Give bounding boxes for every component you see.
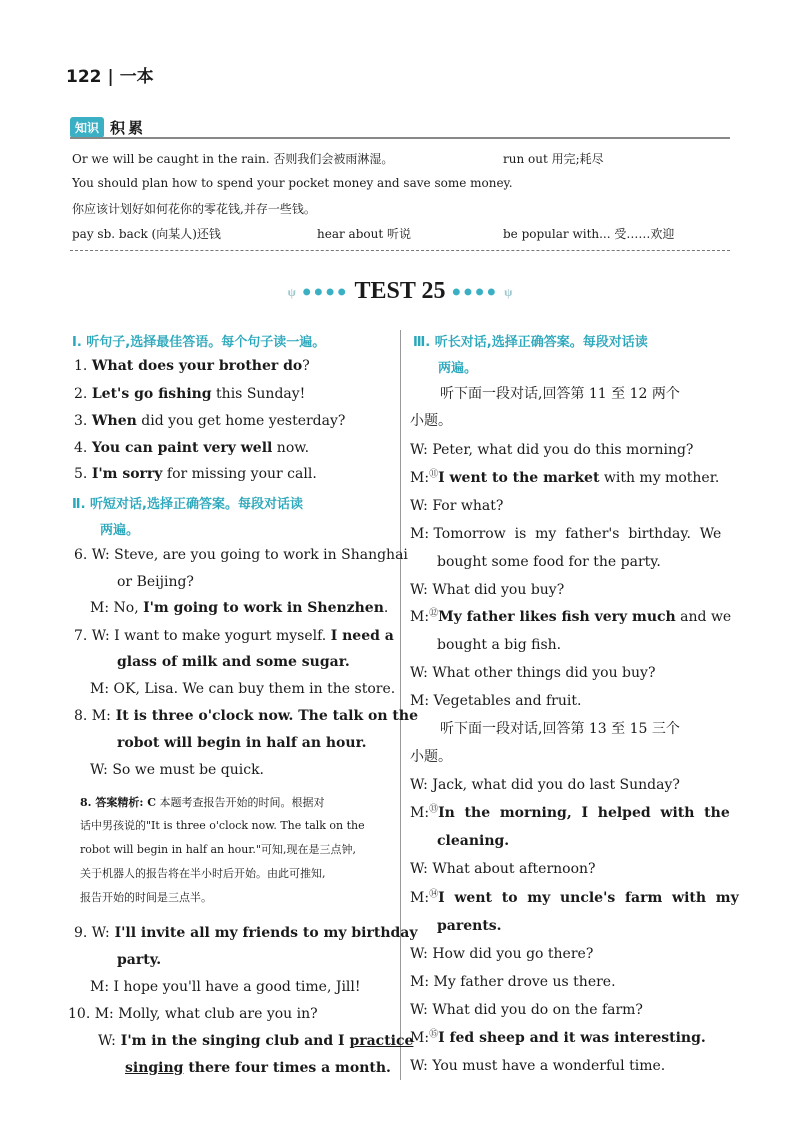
dots-icon: ●●●● bbox=[451, 283, 499, 301]
knowledge-line: hear about 听说 bbox=[317, 227, 411, 241]
question-2: 2. Let's go fishing this Sunday! bbox=[74, 386, 306, 402]
dialog-line: W: I'm in the singing club and I practice bbox=[98, 1033, 414, 1049]
dialog-line: W: You must have a wonderful time. bbox=[410, 1058, 666, 1074]
dialog-line: bought a big fish. bbox=[437, 637, 562, 653]
section-heading: Ⅱ. 听短对话,选择正确答案。每段对话读 bbox=[72, 497, 303, 512]
dialog-line: M: I hope you'll have a good time, Jill! bbox=[90, 979, 361, 995]
dialog-line: M:⑮I fed sheep and it was interesting. bbox=[410, 1029, 706, 1046]
dialog-line: bought some food for the party. bbox=[437, 554, 661, 570]
test-title-text: TEST 25 bbox=[354, 278, 446, 304]
dialog-line: M: My father drove us there. bbox=[410, 974, 616, 990]
dialog-line: M: Vegetables and fruit. bbox=[410, 693, 582, 709]
book-title: 一本 bbox=[119, 67, 154, 87]
dialog-line: W: What did you do on the farm? bbox=[410, 1002, 643, 1018]
header-separator: | bbox=[107, 67, 114, 87]
dialog-line: 9. W: I'll invite all my friends to my birthday bbox=[74, 925, 418, 941]
dialog-line: W: What other things did you buy? bbox=[410, 665, 656, 681]
knowledge-rule bbox=[70, 137, 730, 139]
dialog-line: W: For what? bbox=[410, 498, 504, 514]
page-header bbox=[66, 62, 154, 87]
knowledge-divider bbox=[70, 250, 730, 251]
dialog-line: party. bbox=[117, 952, 162, 968]
dialog-line: singing there four times a month. bbox=[125, 1060, 391, 1076]
knowledge-line: You should plan how to spend your pocket money and save some money. bbox=[72, 176, 513, 190]
knowledge-line: be popular with... 受……欢迎 bbox=[503, 227, 675, 241]
instruction: 小题。 bbox=[410, 749, 452, 765]
dialog-line: M:⑭I went to my uncle's farm with my bbox=[410, 889, 739, 906]
knowledge-badge: 知识 bbox=[70, 117, 104, 138]
leaf-icon: ψ bbox=[287, 284, 296, 299]
instruction: 听下面一段对话,回答第 13 至 15 三个 bbox=[440, 721, 680, 737]
dialog-line: or Beijing? bbox=[117, 574, 194, 590]
answer-note: 报告开始的时间是三点半。 bbox=[80, 891, 212, 904]
dialog-line: cleaning. bbox=[437, 833, 510, 849]
dialog-line: M:⑫My father likes fish very much and we bbox=[410, 608, 732, 625]
knowledge-heading bbox=[70, 117, 146, 138]
dialog-line: M:⑬In the morning, I helped with the bbox=[410, 804, 730, 821]
answer-note: robot will begin in half an hour."可知,现在是三点钟, bbox=[80, 843, 356, 856]
instruction: 小题。 bbox=[410, 413, 452, 429]
dialog-line: W: Jack, what did you do last Sunday? bbox=[410, 777, 680, 793]
section-heading: Ⅰ. 听句子,选择最佳答语。每个句子读一遍。 bbox=[72, 335, 326, 350]
dialog-line: 10. M: Molly, what club are you in? bbox=[68, 1006, 318, 1022]
dialog-line: M: OK, Lisa. We can buy them in the store. bbox=[90, 681, 396, 697]
question-1: 1. What does your brother do? bbox=[74, 358, 310, 374]
section-heading: 两遍。 bbox=[438, 361, 478, 376]
knowledge-line: Or we will be caught in the rain. 否则我们会被雨淋湿。 bbox=[72, 152, 394, 166]
dialog-line: 7. W: I want to make yogurt myself. I need a bbox=[74, 628, 394, 644]
dialog-line: W: Peter, what did you do this morning? bbox=[410, 442, 694, 458]
dialog-line: M: Tomorrow is my father's birthday. We bbox=[410, 526, 722, 542]
dialog-line: M: No, I'm going to work in Shenzhen. bbox=[90, 600, 389, 616]
knowledge-line: run out 用完;耗尽 bbox=[503, 152, 604, 166]
dialog-line: parents. bbox=[437, 918, 502, 934]
dialog-line: 8. M: It is three o'clock now. The talk on the bbox=[74, 708, 418, 724]
answer-note: 8. 答案精析: C 本题考查报告开始的时间。根据对 bbox=[80, 796, 325, 809]
section-heading: 两遍。 bbox=[100, 523, 140, 538]
section-heading: Ⅲ. 听长对话,选择正确答案。每段对话读 bbox=[413, 335, 648, 350]
dialog-line: W: How did you go there? bbox=[410, 946, 594, 962]
dialog-line: W: So we must be quick. bbox=[90, 762, 265, 778]
column-divider bbox=[400, 330, 401, 1080]
question-3: 3. When did you get home yesterday? bbox=[74, 413, 346, 429]
question-5: 5. I'm sorry for missing your call. bbox=[74, 466, 317, 482]
instruction: 听下面一段对话,回答第 11 至 12 两个 bbox=[440, 386, 680, 402]
dialog-line: W: What about afternoon? bbox=[410, 861, 596, 877]
dialog-line: robot will begin in half an hour. bbox=[117, 735, 367, 751]
dialog-line: W: What did you buy? bbox=[410, 582, 565, 598]
answer-note: 话中男孩说的"It is three o'clock now. The talk on the bbox=[80, 819, 365, 832]
knowledge-line: 你应该计划好如何花你的零花钱,并存一些钱。 bbox=[72, 202, 316, 216]
leaf-icon: ψ bbox=[504, 284, 513, 299]
dialog-line: M:⑪I went to the market with my mother. bbox=[410, 469, 720, 486]
page-number: 122 bbox=[66, 67, 102, 87]
dialog-line: glass of milk and some sugar. bbox=[117, 654, 350, 670]
dots-icon: ●●●● bbox=[301, 283, 349, 301]
question-4: 4. You can paint very well now. bbox=[74, 440, 310, 456]
dialog-line: 6. W: Steve, are you going to work in Shanghai bbox=[74, 547, 408, 563]
knowledge-line: pay sb. back (向某人)还钱 bbox=[72, 227, 221, 241]
knowledge-title: 积累 bbox=[110, 119, 147, 137]
answer-note: 关于机器人的报告将在半小时后开始。由此可推知, bbox=[80, 867, 326, 880]
test-title bbox=[0, 278, 800, 305]
